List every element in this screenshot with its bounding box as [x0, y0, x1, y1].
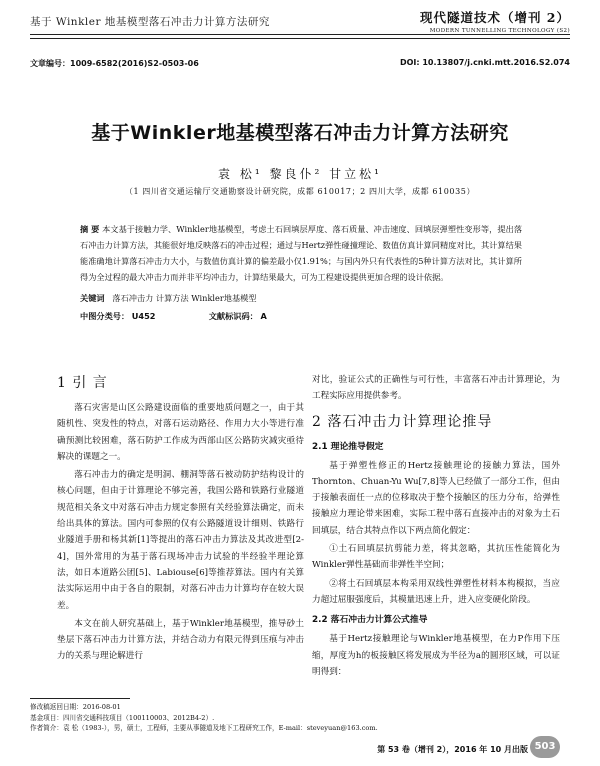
doi[interactable]: DOI: 10.13807/j.cnki.mtt.2016.S2.074	[399, 58, 570, 67]
clc-value: U452	[131, 311, 156, 321]
issue-info: 第 53 卷（增刊 2），2016 年 10 月出版	[377, 745, 528, 754]
article-id: 文章编号：1009-6582(2016)S2-0503-06	[30, 59, 199, 68]
subsection-2-2-paragraph: 基于Hertz接触理论与Winkler地基模型，在力P作用下压缩，厚度为h的板接触区将发展成为半径为a的圆形区域，可以证明得到：	[312, 634, 560, 677]
code-value: A	[260, 311, 267, 321]
subsection-2-2-heading: 2.2 落石冲击力计算公式推导	[312, 615, 428, 626]
right-column	[312, 372, 560, 682]
subsection-2-1-heading: 2.1 理论推导假定	[312, 441, 384, 452]
keywords-text: 落石冲击力 计算方法 Winkler地基模型	[112, 293, 257, 303]
journal-header	[420, 8, 570, 34]
keywords	[80, 293, 257, 304]
section-1-paragraph: 落石冲击力的确定是明洞、棚洞等落石被动防护结构设计的核心问题，但由于计算理论不够完善，我国公路和铁路行业隧道规范相关条文中对落石冲击力规定参照有关经验算法确定，而未给出具体的算法。国内可参照的仅有公路隧道设计细则、铁路行业隧道手册和杨其新[1]等提出的落石冲击力算法及其改进型[2-4]，国外常用的为基于落石现场冲击力试验的半经验半理论算法，如日本道路公团[5]、Labiouse[6]等推荐算法。国内有关算法实际运用中由于各自的限制，对落石冲击力计算均存在较大误差。	[57, 470, 304, 611]
affiliation: （1 四川省交通运输厅交通勘察设计研究院，成都 610017；2 四川大学，成都 610035）	[124, 187, 476, 196]
header-rule-thick	[30, 34, 570, 35]
left-column	[57, 372, 304, 667]
journal-english-title: MODERN TUNNELLING TECHNOLOGY (S2)	[429, 28, 570, 34]
footnotes	[30, 702, 570, 734]
keywords-label: 关键词	[80, 293, 105, 303]
journal-title: 现代隧道技术（增刊 2）	[419, 10, 570, 25]
subsection-2-1-paragraph: 基于弹塑性修正的Hertz接触理论的接触力算法，国外Thornton、Chuan-Yu Wu[7,8]等人已经做了一部分工作，但由于接触表面任一点的位移取决于整个接触区的压力分布，给弹性接触应力理论带来困难，实际工程中落石直接冲击的对象为土石回填层，结合其特点作以下两点简化假定：	[312, 460, 560, 536]
continued-paragraph: 对比，验证公式的正确性与可行性，丰富落石冲击计算理论，为工程实际应用提供参考。	[312, 375, 560, 402]
assumption-1: ①土石回填层抗剪能力差，将其忽略，其抗压性能简化为Winkler弹性基础而非弹性半空间；	[312, 544, 560, 571]
abstract	[80, 221, 522, 285]
page-number-badge: 503	[530, 736, 560, 758]
footnote-received-date: 修改稿返回日期：2016-08-01	[30, 703, 121, 711]
section-1-paragraph: 本文在前人研究基础上，基于Winkler地基模型，推导砂土垫层下落石冲击力计算方法，并结合动力有限元得到压痕与冲击力的关系与理论解进行	[57, 618, 304, 662]
authors: 袁 松¹ 黎良仆² 甘立松¹	[218, 167, 382, 181]
running-title: 基于 Winkler 地基模型落石冲击力计算方法研究	[30, 16, 270, 28]
clc-label: 中图分类号：	[80, 311, 130, 321]
abstract-text: 本文基于接触力学、Winkler地基模型，考虑土石回填层厚度、落石质量、冲击速度、回填层弹塑性变形等，提出落石冲击力计算方法，其能很好地反映落石的冲击过程；通过与Hertz弹性碰撞理论、数值仿真计算同精度对比，其计算结果能准确地计算落石冲击力大小，与数值仿真计算的偏差最小仅1.91%；与国内外只有代表性的5种计算方法对比，其计算所得为全过程的最大冲击力而并非平均冲击力，计算结果最大，可为工程建设提供更加合理的设计依据。	[80, 224, 523, 282]
footnote-rule	[30, 698, 130, 699]
paper-title: 基于Winkler地基模型落石冲击力计算方法研究	[91, 122, 509, 144]
footnote-funding: 基金项目：四川省交通科技项目（100110003、2012B4-2）.	[30, 713, 215, 722]
abstract-label: 摘 要	[80, 224, 100, 234]
classification	[80, 311, 267, 322]
header-rule-thin	[30, 38, 570, 39]
section-1-heading: 1 引 言	[57, 375, 108, 391]
assumption-2: ②将土石回填层本构采用双线性弹塑性材料本构模拟，当应力超过屈服强度后，其模量迅速上升，进入应变硬化阶段。	[312, 578, 560, 605]
section-2-heading: 2 落石冲击力计算理论推导	[312, 413, 493, 430]
code-label: 文献标识码：	[208, 311, 258, 321]
section-1-paragraph: 落石灾害是山区公路建设面临的重要地质问题之一，由于其随机性、突发性的特点，对落石运动路径、作用力大小等进行准确预测比较困难，落石防护工作成为西部山区公路防灾减灾亟待解决的课题之一。	[57, 403, 304, 462]
footnote-author-bio: 作者简介：袁 松（1983-），男，硕士，工程师，主要从事隧道及地下工程研究工作，E-mail：steveyuan@163.com.	[30, 724, 378, 732]
